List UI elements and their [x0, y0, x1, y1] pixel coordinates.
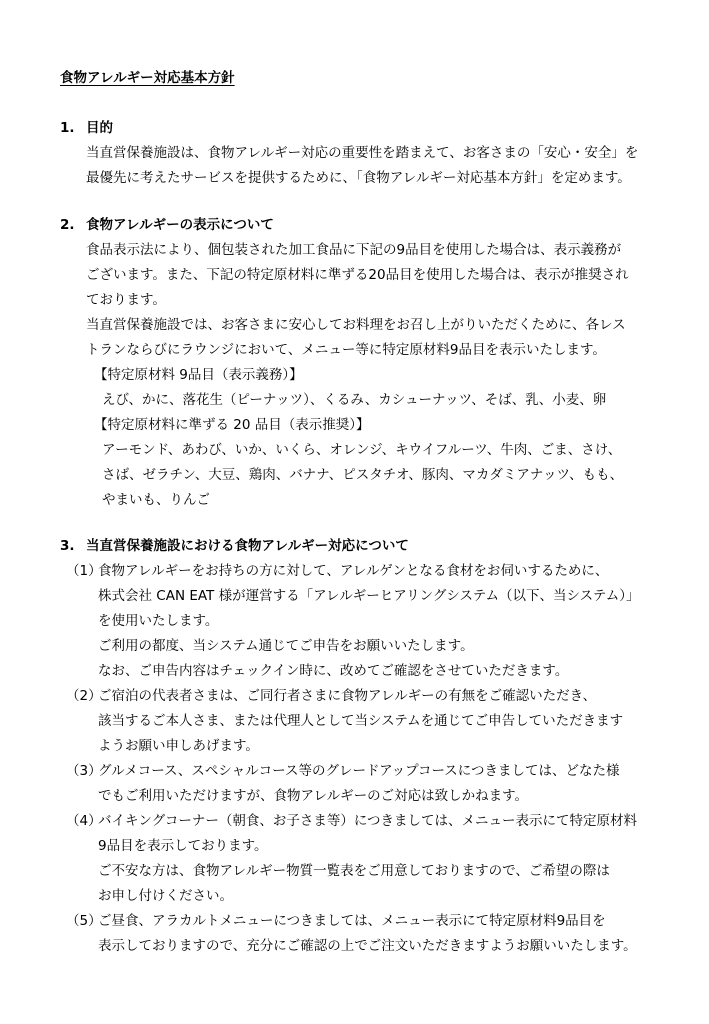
allergen-group-heading-mandatory: 【特定原材料 9品目（表示義務）】: [94, 367, 303, 383]
item-number: （5）: [66, 913, 102, 929]
section-number: 1.: [60, 120, 75, 136]
item-line: 食物アレルギーをお持ちの方に対して、アレルゲンとなる食材をお伺いするために、: [98, 563, 609, 579]
allergen-group-heading-recommended: 【特定原材料に準ずる 20 品目（表示推奨）】: [94, 417, 370, 433]
section-3-heading: [60, 534, 409, 559]
section-1-heading: [60, 116, 113, 141]
section-number: 3.: [60, 538, 75, 554]
item-line: バイキングコーナー（朝食、お子さま等）につきましては、メニュー表示にて特定原材料: [98, 813, 638, 829]
item-line: ご宿泊の代表者さまは、ご同行者さまに食物アレルギーの有無をご確認いただき、: [98, 688, 597, 704]
item-line: 株式会社 CAN EAT 様が運営する「アレルギーヒアリングシステム（以下、当システム）」: [98, 588, 640, 604]
list-item: [66, 684, 686, 759]
list-item: [66, 759, 686, 809]
item-number: （4）: [66, 813, 102, 829]
item-line: グルメコース、スペシャルコース等のグレードアップコースにつきましては、どなた様: [98, 763, 620, 779]
paragraph-line: 当直営保養施設は、食物アレルギー対応の重要性を踏まえて、お客さまの「安心・安全」を: [86, 145, 639, 161]
section-3-items: [66, 559, 686, 959]
item-line: を使用いたします。: [98, 613, 219, 629]
item-number: （1）: [66, 563, 102, 579]
section-1-body: [86, 141, 686, 191]
section-2-heading: [60, 213, 274, 238]
item-line: ようお願い申しあげます。: [98, 738, 259, 754]
paragraph-line: 当直営保養施設では、お客さまに安心してお料理をお召し上がりいただくために、各レス: [86, 317, 626, 333]
section-2-body: [86, 238, 686, 513]
item-line: 該当するご本人さま、または代理人として当システムを通じてご申告していただきます: [98, 713, 624, 729]
item-line: ご不安な方は、食物アレルギー物質一覧表をご用意しておりますので、ご希望の際は: [98, 863, 610, 879]
item-line: お申し付けください。: [98, 888, 233, 904]
section-title: 目的: [86, 120, 113, 136]
allergen-list-recommended: さば、ゼラチン、大豆、鶏肉、バナナ、ピスタチオ、豚肉、マカダミアナッツ、もも、: [102, 467, 624, 483]
allergen-list-recommended: アーモンド、あわび、いか、いくら、オレンジ、キウイフルーツ、牛肉、ごま、さけ、: [102, 442, 622, 458]
section-title: 食物アレルギーの表示について: [86, 217, 274, 233]
item-line: でもご利用いただけますが、食物アレルギーのご対応は致しかねます。: [98, 788, 529, 804]
page-title: 食物アレルギー対応基本方針: [60, 70, 235, 86]
item-line: 9品目を表示しております。: [98, 838, 268, 854]
paragraph-line: 最優先に考えたサービスを提供するために、「食物アレルギー対応基本方針」を定めます。: [86, 170, 631, 186]
list-item: [66, 809, 686, 909]
item-line: ご昼食、アラカルトメニューにつきましては、メニュー表示にて特定原材料9品目を: [98, 913, 606, 929]
paragraph-line: ございます。また、下記の特定原材料に準ずる20品目を使用した場合は、表示が推奨され: [86, 267, 629, 283]
allergen-list-mandatory: えび、かに、落花生（ピーナッツ）、くるみ、カシューナッツ、そば、乳、小麦、卵: [102, 392, 607, 408]
list-item: [66, 909, 686, 959]
item-number: （2）: [66, 688, 102, 704]
section-title: 当直営保養施設における食物アレルギー対応について: [86, 538, 409, 554]
paragraph-line: ております。: [86, 292, 166, 308]
item-number: （3）: [66, 763, 102, 779]
item-line: ご利用の都度、当システム通じてご申告をお願いいたします。: [98, 638, 474, 654]
paragraph-line: トランならびにラウンジにおいて、メニュー等に特定原材料9品目を表示いたします。: [86, 342, 606, 358]
item-line: なお、ご申告内容はチェックイン時に、改めてご確認をさせていただきます。: [98, 663, 569, 679]
item-line: 表示しておりますので、充分にご確認の上でご注文いただきますようお願いいたします。: [98, 938, 637, 954]
list-item: [66, 559, 686, 684]
paragraph-line: 食品表示法により、個包装された加工食品に下記の9品目を使用した場合は、表示義務が: [86, 242, 622, 258]
allergen-list-recommended: やまいも、りんご: [102, 492, 210, 508]
section-number: 2.: [60, 217, 75, 233]
